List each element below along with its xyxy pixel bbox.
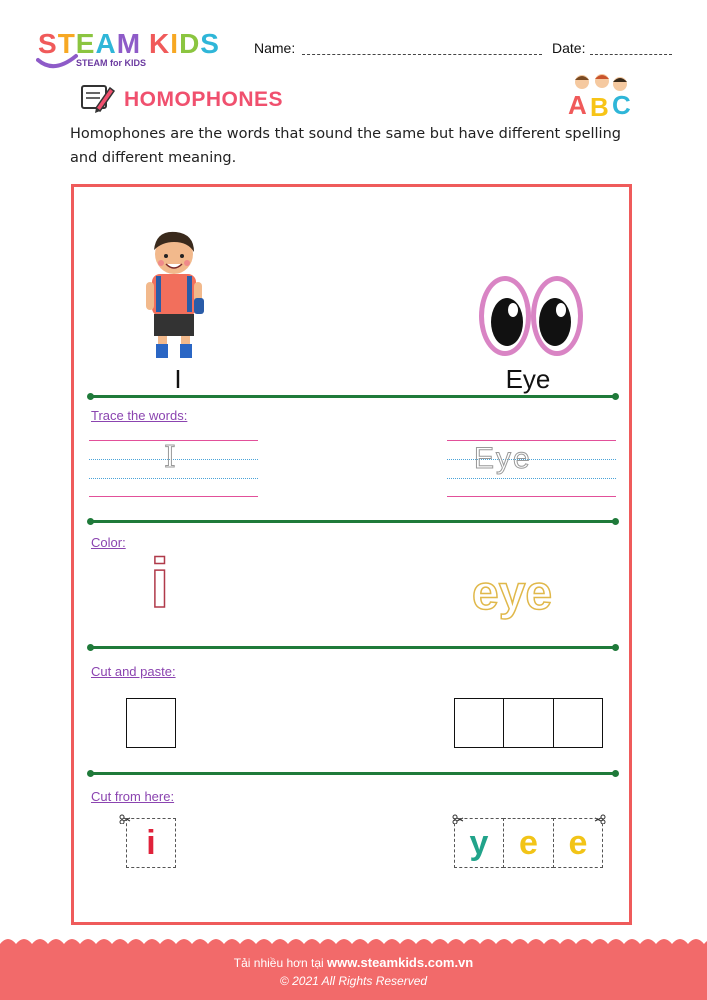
trace-base-line — [447, 478, 616, 479]
cut-piece-e[interactable]: e — [503, 818, 554, 868]
section-divider — [90, 395, 616, 398]
footer-more-prefix: Tải nhiều hơn tại — [233, 956, 324, 970]
trace-bottom-line — [89, 496, 258, 497]
svg-text:A: A — [568, 90, 587, 118]
cut-piece-y[interactable]: y — [454, 818, 504, 868]
cut-paste-section-label: Cut and paste: — [91, 664, 176, 679]
footer-more-line — [0, 955, 707, 970]
logo-swoosh-icon — [36, 52, 80, 74]
section-divider — [90, 646, 616, 649]
word-left: I — [174, 364, 182, 394]
logo-tagline: STEAM for KIDS — [76, 58, 147, 68]
paste-box-2[interactable] — [503, 698, 554, 748]
steam-kids-logo: STEAM KIDS — [38, 28, 220, 59]
trace-word-left[interactable]: I — [164, 440, 178, 475]
cut-piece-e[interactable]: e — [553, 818, 603, 868]
paste-box-3[interactable] — [553, 698, 603, 748]
date-label: Date: — [552, 40, 586, 56]
paste-box-1[interactable] — [454, 698, 504, 748]
trace-bottom-line — [447, 496, 616, 497]
svg-text:B: B — [590, 92, 609, 118]
name-field[interactable] — [302, 40, 542, 55]
cartoon-eyes-illustration — [477, 272, 585, 360]
color-word-eye[interactable]: eye — [472, 567, 553, 620]
trace-top-line — [447, 440, 616, 441]
trace-base-line — [89, 478, 258, 479]
trace-section-label: Trace the words: — [91, 408, 188, 423]
trace-word-right[interactable]: Eye — [474, 442, 532, 475]
footer-bar — [0, 944, 707, 1000]
cut-from-section-label: Cut from here: — [91, 789, 175, 804]
boy-illustration — [138, 226, 210, 362]
intro-text: Homophones are the words that sound the same but have different spelling and different meaning. — [70, 126, 621, 166]
paste-box-i[interactable] — [126, 698, 176, 748]
section-divider — [90, 520, 616, 523]
footer-rights: © 2021 All Rights Reserved — [279, 974, 428, 988]
pencil-paper-icon — [78, 80, 116, 116]
word-right: Eye — [505, 364, 551, 394]
svg-text:C: C — [612, 90, 631, 118]
name-label: Name: — [254, 40, 296, 56]
date-field[interactable] — [590, 40, 672, 55]
section-divider — [90, 772, 616, 775]
abc-kids-image — [562, 72, 638, 118]
cut-piece-i[interactable]: i — [126, 818, 176, 868]
page-title: HOMOPHONES — [124, 88, 284, 111]
color-letter-i[interactable]: i — [150, 544, 170, 622]
footer-site-link[interactable]: www.steamkids.com.vn — [327, 955, 474, 970]
color-section-label: Color: — [91, 535, 126, 550]
